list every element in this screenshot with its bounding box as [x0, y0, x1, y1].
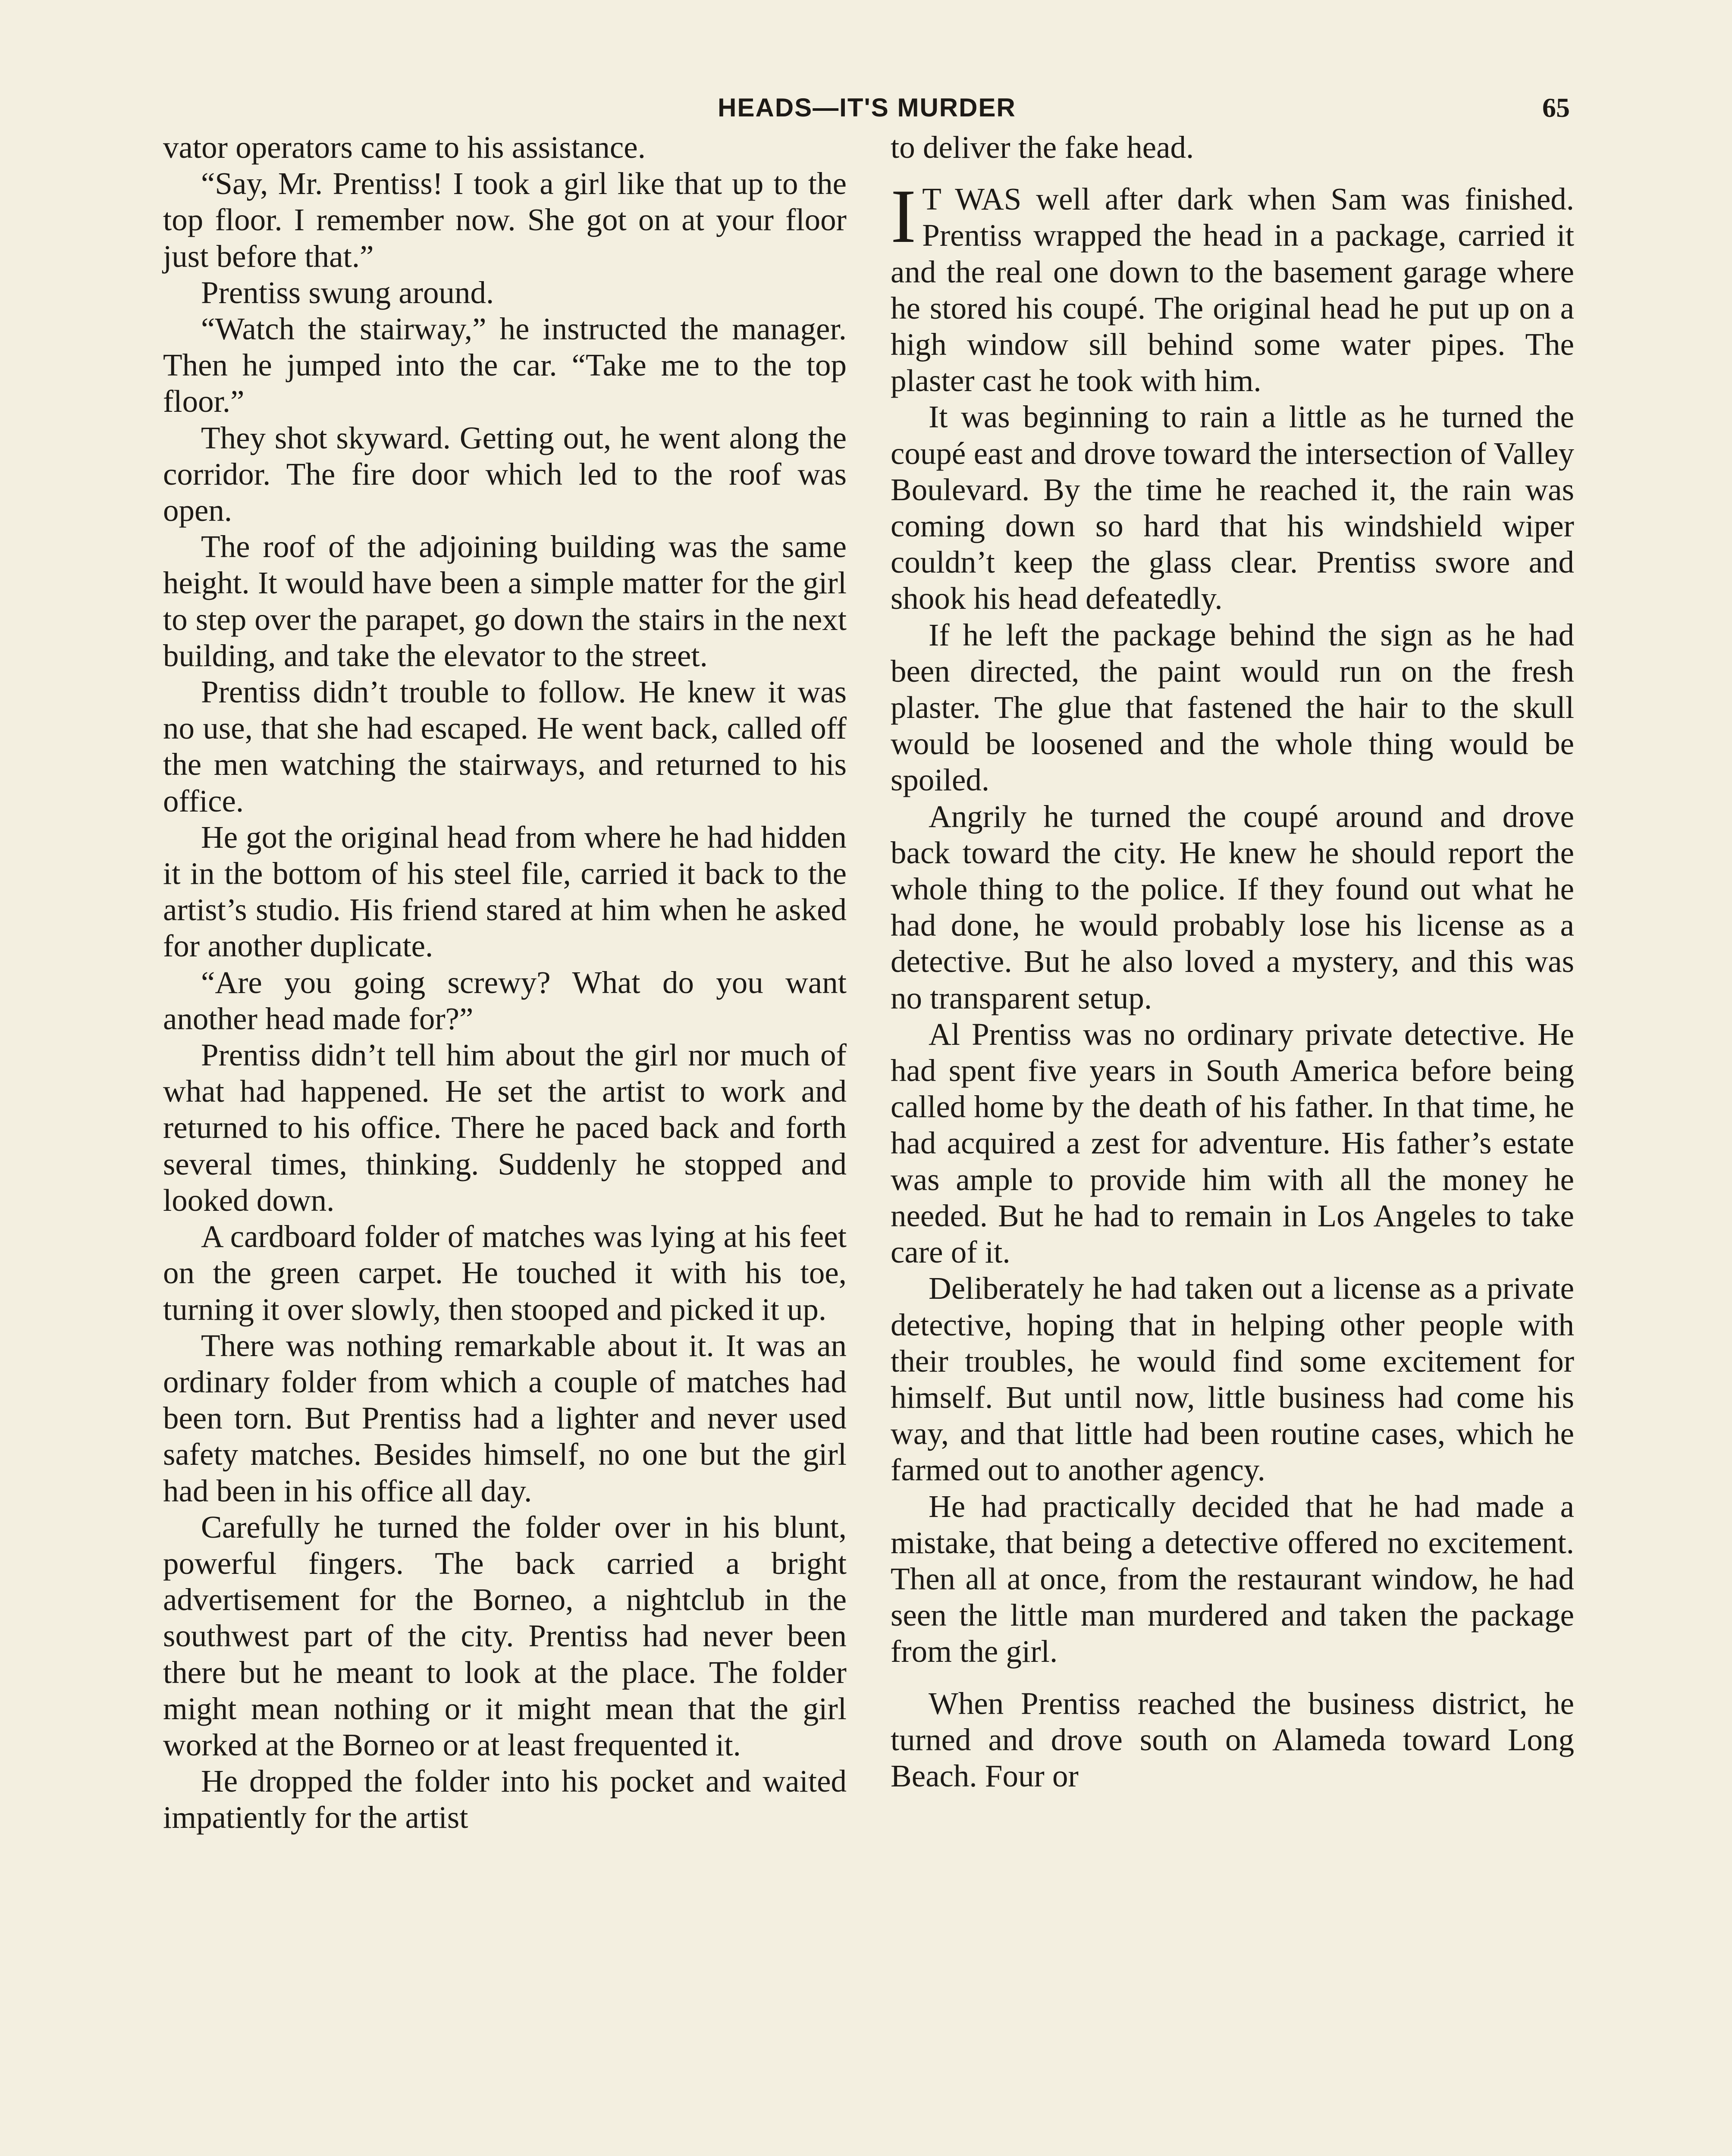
paragraph: He dropped the folder into his pocket and waited impatiently for the artist [163, 1764, 847, 1835]
paragraph: Al Prentiss was no ordinary private detective. He had spent five years in South America before being called home by the death of his father. In that time, he had acquired a zest for adventure. His father’s estate was ample to provide him with all the money he needed. But he had to remain in Los Angeles to take care of it. [891, 1016, 1574, 1270]
story-title: HEADS—IT'S MURDER [718, 93, 1016, 122]
opening-caps: T WAS [922, 182, 1022, 217]
paragraph: “Watch the stairway,” he instructed the manager. Then he jumped into the car. “Take me to the top floor.” [163, 311, 847, 419]
drop-cap: I [891, 173, 916, 259]
paragraph: Prentiss didn’t tell him about the girl nor much of what had happened. He set the artist to work and returned to his office. There he paced back and forth several times, thinking. Suddenly he stopped and looked down. [163, 1037, 847, 1218]
paragraph: There was nothing remarkable about it. It was an ordinary folder from which a couple of matches had been torn. But Prentiss had a lighter and never used safety matches. Besides himself, no one but the girl had been in his office all day. [163, 1328, 847, 1508]
paragraph: Deliberately he had taken out a license as a private detective, hoping that in helping other people with their troubles, he would find some excitement for himself. But until now, little business had come his way, and that little had been routine cases, which he farmed out to another agency. [891, 1271, 1574, 1488]
page-number: 65 [1542, 92, 1570, 123]
paragraph: It was beginning to rain a little as he turned the coupé east and drove toward the intersection of Valley Boulevard. By the time he reached it, the rain was coming down so hard that his windshield wiper couldn’t keep the glass clear. Prentiss swore and shook his head defeatedly. [891, 399, 1574, 616]
paragraph: Carefully he turned the folder over in his blunt, powerful fingers. The back carried a bright advertisement for the Borneo, a nightclub in the southwest part of the city. Prentiss had never been there but he meant to look at the place. The folder might mean nothing or it might mean that the girl worked at the Borneo or at least frequented it. [163, 1509, 847, 1762]
paragraph: He had practically decided that he had made a mistake, that being a detective offered no excitement. Then all at once, from the restaurant window, he had seen the little man murdered and taken the package from the girl. [891, 1489, 1574, 1669]
paragraph: When Prentiss reached the business district, he turned and drove south on Alameda toward Long Beach. Four or [891, 1686, 1574, 1793]
paragraph: A cardboard folder of matches was lying at his feet on the green carpet. He touched it with his toe, turning it over slowly, then stooped and picked it up. [163, 1219, 847, 1327]
paragraph: They shot skyward. Getting out, he went along the corridor. The fire door which led to the roof was open. [163, 420, 847, 528]
paragraph: Angrily he turned the coupé around and drove back toward the city. He knew he should report the whole thing to the police. If they found out what he had done, he would probably lose his license as a detective. But he also loved a mystery, and this was no transparent setup. [891, 799, 1574, 1015]
paragraph: If he left the package behind the sign as he had been directed, the paint would run on the fresh plaster. The glue that fastened the hair to the skull would be loosened and the whole thing would be spoiled. [891, 617, 1574, 798]
paragraph: Prentiss swung around. [201, 275, 494, 310]
left-column [163, 129, 847, 1836]
paragraph: “Are you going screwy? What do you want another head made for?” [163, 965, 847, 1036]
paragraph: “Say, Mr. Prentiss! I took a girl like that up to the top floor. I remember now. She got on at your floor just before that.” [163, 166, 847, 274]
paragraph: The roof of the adjoining building was the same height. It would have been a simple matter for the girl to step over the parapet, go down the stairs in the next building, and take the elevator to the street. [163, 529, 847, 673]
section-opening-paragraph [891, 173, 1574, 399]
paragraph: He got the original head from where he had hidden it in the bottom of his steel file, carried it back to the artist’s studio. His friend stared at him when he asked for another duplicate. [163, 819, 847, 964]
running-header [164, 88, 1570, 127]
opening-text: well after dark when Sam was finished. Prentiss wrapped the head in a package, carried it and the real one down to the basement garage where he stored his coupé. The original head he put up on a high window sill behind some water pipes. The plaster cast he took with him. [891, 182, 1574, 398]
paragraph: Prentiss didn’t trouble to follow. He knew it was no use, that she had escaped. He went back, called off the men watching the stairways, and returned to his office. [163, 674, 847, 818]
paragraph: to deliver the fake head. [891, 130, 1194, 165]
paragraph: vator operators came to his assistance. [163, 130, 646, 165]
right-column [891, 129, 1574, 1794]
